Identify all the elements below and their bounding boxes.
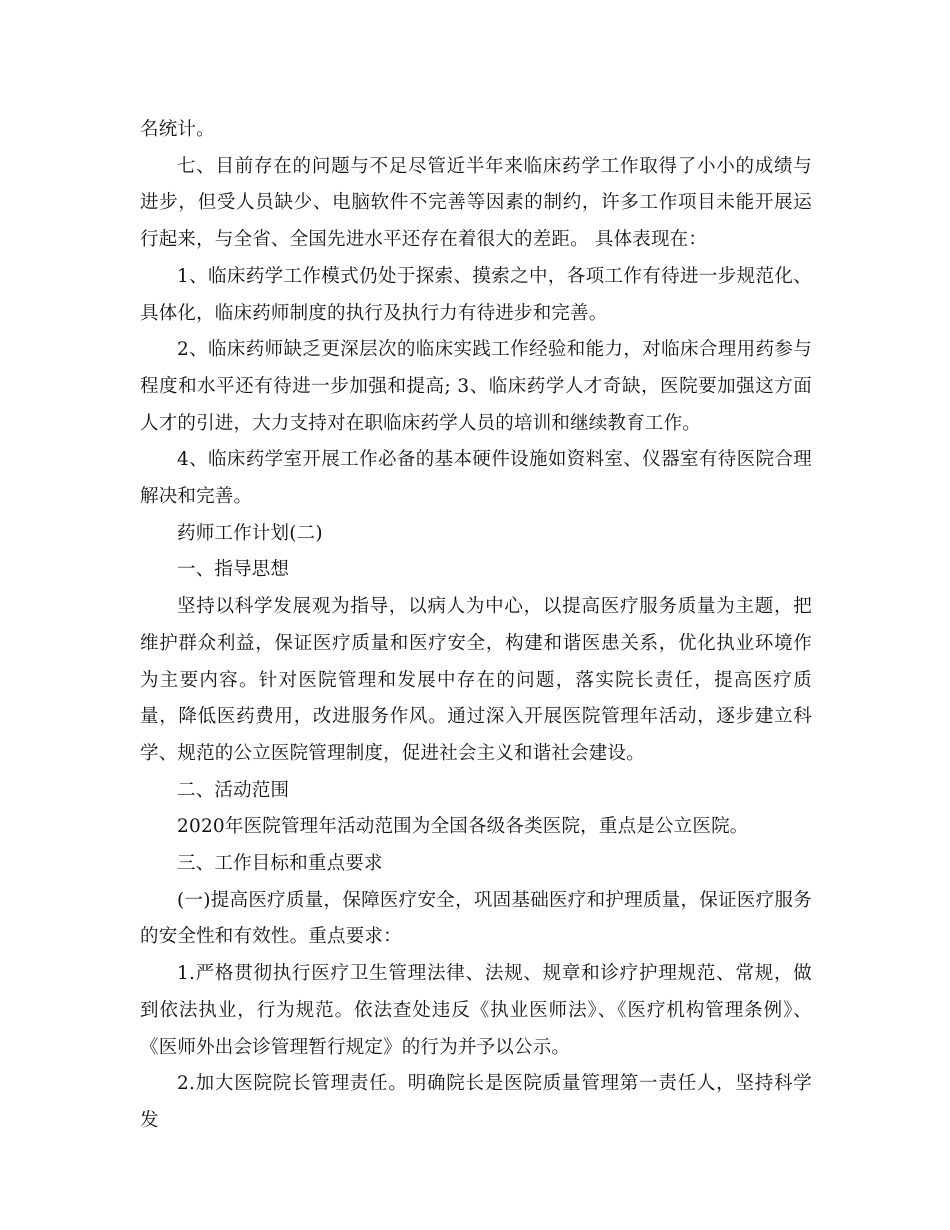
section-heading: 二、活动范围 [177, 779, 290, 801]
paragraph: 1.严格贯彻执行医疗卫生管理法律、法规、规章和诊疗护理规范、常规，做到依法执业，行为规范。依法查处违反《执业医师法》、《医疗机构管理条例》、《医师外出会诊管理暂行规定》的行为并予以公示。 [140, 963, 813, 1058]
paragraph: 2.加大医院院长管理责任。明确院长是医院质量管理第一责任人，坚持科学发 [140, 1073, 812, 1131]
document-body [140, 112, 812, 1140]
paragraph: (一)提高医疗质量，保障医疗安全，巩固基础医疗和护理质量，保证医疗服务的安全性和有效性。重点要求： [140, 889, 812, 948]
paragraph: 七、目前存在的问题与不足尽管近半年来临床药学工作取得了小小的成绩与进步，但受人员缺少、电脑软件不完善等因素的制约，许多工作项目未能开展运行起来，与全省、全国先进水平还存在着很大的差距。 具体表现在： [140, 155, 812, 251]
paragraph: 坚持以科学发展观为指导，以病人为中心，以提高医疗服务质量为主题，把维护群众利益，保证医疗质量和医疗安全，构建和谐医患关系，优化执业环境作为主要内容。针对医院管理和发展中存在的问题，落实院长责任，提高医疗质量，降低医药费用，改进服务作风。通过深入开展医院管理年活动，逐步建立科学、规范的公立医院管理制度，促进社会主义和谐社会建设。 [140, 596, 812, 764]
paragraph: 名统计。 [140, 119, 215, 140]
section-heading: 一、指导思想 [177, 559, 290, 581]
paragraph: 2020年医院管理年活动范围为全国各级各类医院，重点是公立医院。 [177, 816, 749, 838]
section-heading: 三、工作目标和重点要求 [177, 853, 383, 875]
section-heading: 药师工作计划(二) [177, 522, 323, 544]
paragraph: 2、临床药师缺乏更深层次的临床实践工作经验和能力，对临床合理用药参与程度和水平还有待进一步加强和提高; 3、临床药学人才奇缺，医院要加强这方面人才的引进，大力支持对在职临床药学人员的培训和继续教育工作。 [140, 339, 812, 434]
paragraph: 1、临床药学工作模式仍处于探索、摸索之中，各项工作有待进一步规范化、具体化，临床药师制度的执行及执行力有待进步和完善。 [140, 265, 812, 324]
paragraph: 4、临床药学室开展工作必备的基本硬件设施如资料室、仪器室有待医院合理解决和完善。 [140, 449, 812, 508]
